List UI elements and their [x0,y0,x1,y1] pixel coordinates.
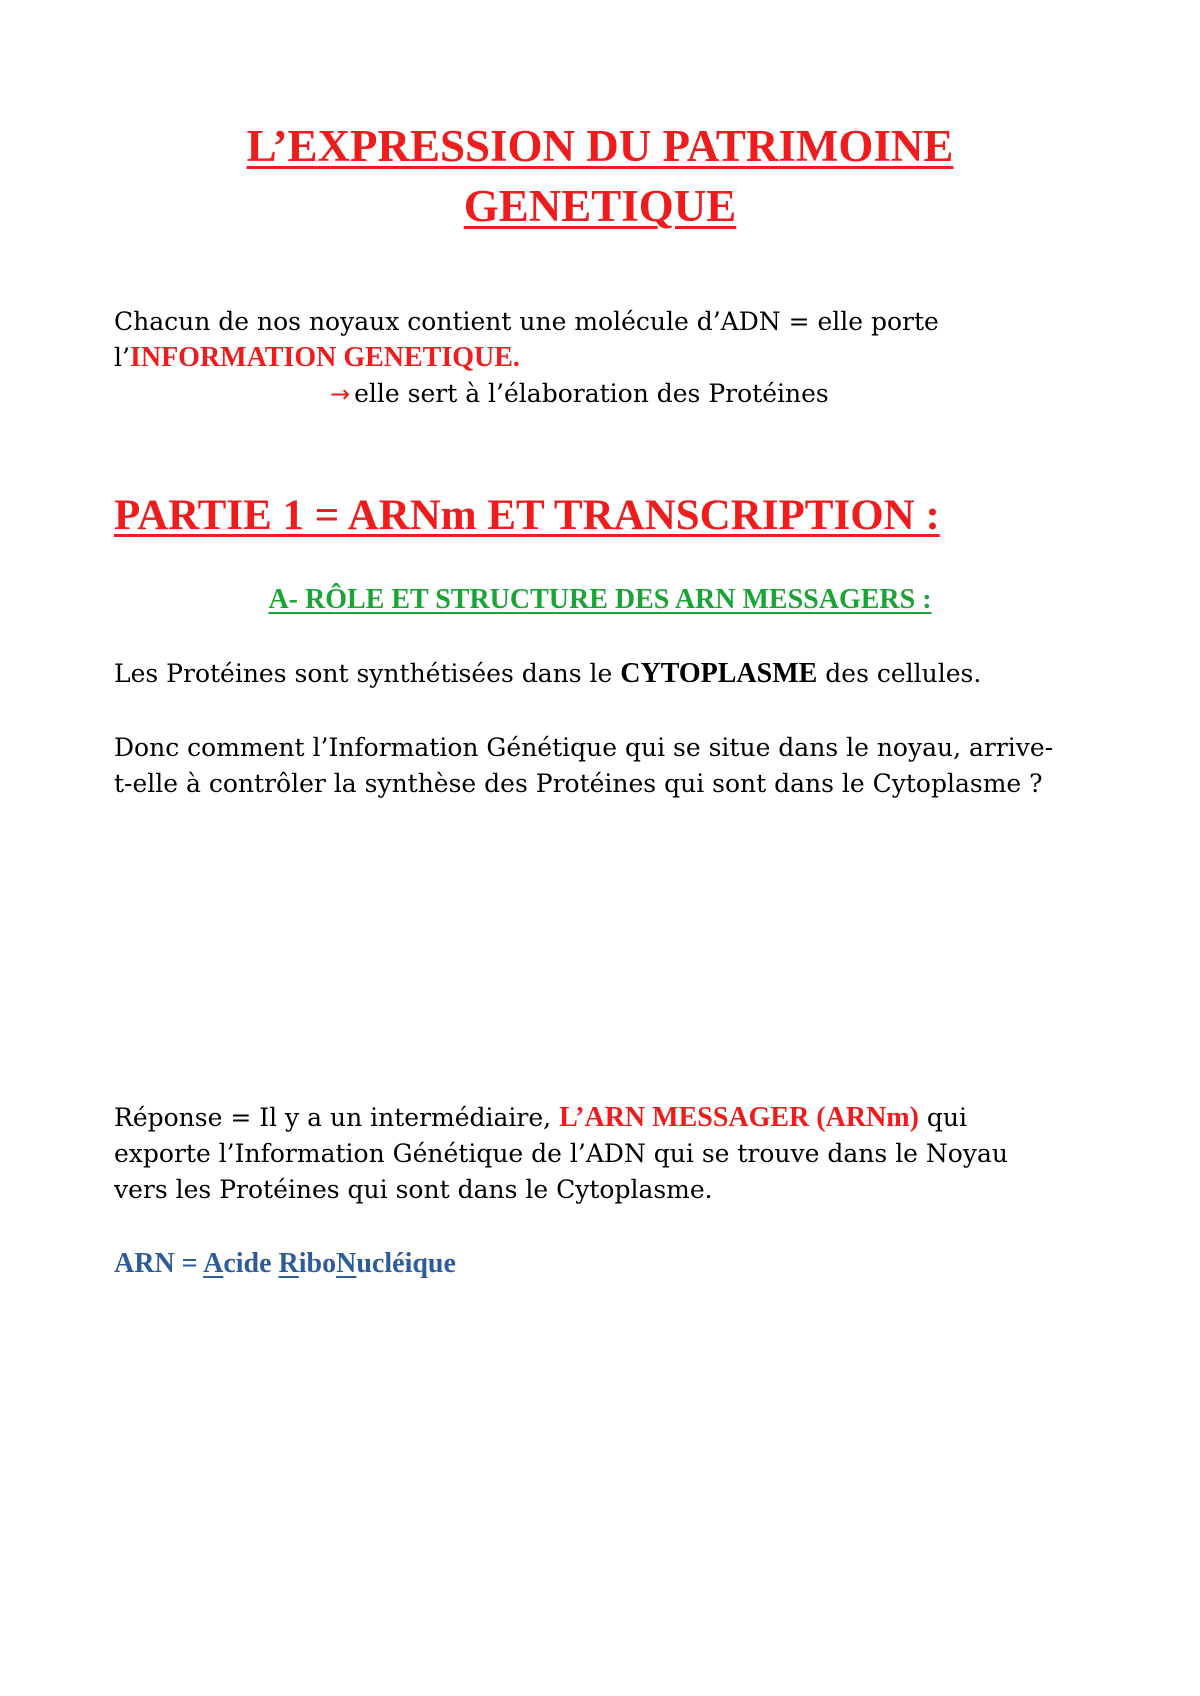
arn-word-ribo-rest: ibo [298,1248,337,1279]
arn-letter-n: N [336,1248,357,1279]
answer-suffix: qui [918,1103,967,1132]
intro-line-1: Chacun de nos noyaux contient une molécule d’ADN = elle porte [114,307,939,336]
intro-line-2-prefix: l’ [114,343,130,372]
cytoplasme-bold: CYTOPLASME [620,658,818,689]
question-line-1: Donc comment l’Information Génétique qui se situe dans le noyau, arrive- [114,733,1054,762]
answer-line-3: vers les Protéines qui sont dans le Cytoplasme. [114,1175,713,1204]
section-a-heading: A- RÔLE ET STRUCTURE DES ARN MESSAGERS : [268,584,932,615]
document-title-line-2: GENETIQUE [463,181,737,231]
arn-prefix: ARN = [114,1248,204,1279]
intro-line-2 [114,340,1094,376]
arn-word-nucleique-rest: ucléique [356,1248,456,1279]
question-line-2: t-elle à contrôler la synthèse des Protéines qui sont dans le Cytoplasme ? [114,769,1043,798]
proteins-prefix: Les Protéines sont synthétisées dans le [114,659,621,688]
right-arrow-icon: → [330,380,351,408]
document-title-line-1: L’EXPRESSION DU PATRIMOINE [246,121,954,171]
arn-definition [114,1244,456,1284]
arn-messager-highlight: L’ARN MESSAGER (ARNm) [559,1102,919,1133]
arn-letter-a: A [203,1248,224,1279]
answer-prefix: Réponse = Il y a un intermédiaire, [114,1103,560,1132]
answer-line-2: exporte l’Information Génétique de l’ADN qui se trouve dans le Noyau [114,1139,1008,1168]
intro-line-3 [330,376,1090,412]
answer-line-1 [114,1100,1094,1136]
arn-word-acide-rest: cide [223,1248,279,1279]
proteins-sentence [114,656,1094,692]
proteins-suffix: des cellules. [817,659,982,688]
intro-line-3-text: elle sert à l’élaboration des Protéines [354,379,829,408]
partie-1-heading: PARTIE 1 = ARNm ET TRANSCRIPTION : [114,492,940,539]
arn-letter-r: R [278,1248,299,1279]
genetic-information-highlight: INFORMATION GENETIQUE. [129,342,520,373]
